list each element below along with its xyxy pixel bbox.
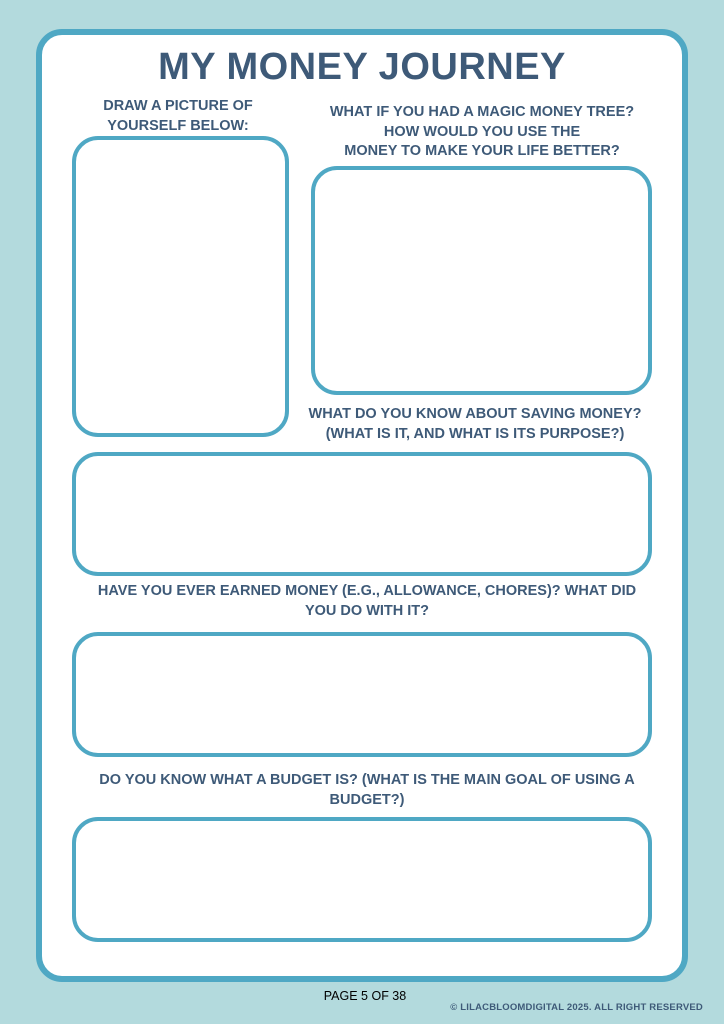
prompt-line: BUDGET?) [329,791,405,808]
budget-prompt [62,771,672,810]
prompt-line: HOW WOULD YOU USE THE [383,123,581,140]
page-number: PAGE 5 OF 38 [323,989,407,1003]
self-portrait-drawing-box[interactable] [72,136,289,437]
prompt-line: WHAT IF YOU HAD A MAGIC MONEY TREE? [329,104,635,120]
prompt-line: YOURSELF BELOW: [107,117,249,134]
saving-prompt [290,405,660,444]
prompt-line: MONEY TO MAKE YOUR LIFE BETTER? [344,143,620,159]
prompt-line: (WHAT IS IT, AND WHAT IS ITS PURPOSE?) [325,425,625,442]
prompt-line: WHAT DO YOU KNOW ABOUT SAVING MONEY? [308,406,642,422]
budget-answer-box[interactable] [72,817,652,942]
self-portrait-prompt [72,97,284,136]
prompt-line: YOU DO WITH IT? [304,602,430,619]
earned-money-answer-box[interactable] [72,632,652,757]
prompt-line: HAVE YOU EVER EARNED MONEY (E.G., ALLOWANCE, CHORES)? WHAT DID [97,583,637,599]
saving-answer-box[interactable] [72,452,652,576]
prompt-line: DRAW A PICTURE OF [103,98,253,114]
copyright-notice: © LILACBLOOMDIGITAL 2025. ALL RIGHT RESERVED [450,1002,703,1013]
page-title: MY MONEY JOURNEY [158,46,566,88]
prompt-line: DO YOU KNOW WHAT A BUDGET IS? (WHAT IS THE MAIN GOAL OF USING A [99,772,635,788]
magic-tree-answer-box[interactable] [311,166,652,395]
magic-tree-prompt [312,103,652,162]
earned-money-prompt [62,582,672,621]
